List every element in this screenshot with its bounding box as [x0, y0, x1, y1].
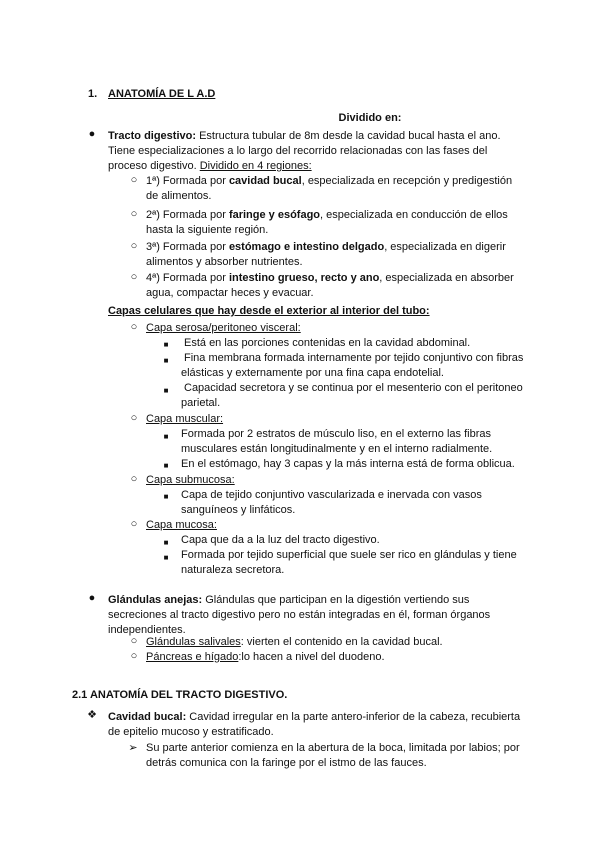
tracto-line-3 [108, 159, 312, 174]
circle-bullet-icon: ○ [130, 650, 138, 662]
region-text: , especializada en digerir [384, 241, 506, 253]
circle-bullet-icon: ○ [130, 518, 138, 530]
region-bold: intestino grueso, recto y ano [228, 272, 380, 284]
cavidad-text-2: de epitelio mucoso y estratificado. [108, 726, 274, 738]
cavidad-text-1: Cavidad irregular en la parte antero-inferior de la cabeza, recubierta [186, 711, 521, 723]
glandulas-text-3: independientes. [108, 624, 186, 636]
region-4-line-2: agua, compactar heces y evacuar. [146, 287, 314, 299]
salivales-label: Glándulas salivales [146, 636, 241, 648]
region-text: 1ª) Formada por [146, 175, 229, 187]
heading-2: 2.1 ANATOMÍA DEL TRACTO DIGESTIVO. [72, 689, 288, 701]
region-text: , especializada en absorber [379, 272, 514, 284]
mucosa-item-1: Capa que da a la luz del tracto digestivo. [181, 534, 380, 546]
tracto-text-1: Estructura tubular de 8m desde la cavidad bucal hasta el ano. [196, 130, 501, 142]
circle-bullet-icon: ○ [130, 635, 138, 647]
cavidad-sub-1: Su parte anterior comienza en la abertura de la boca, limitada por labios; por [146, 742, 520, 754]
circle-bullet-icon: ○ [130, 412, 138, 424]
salivales-line [146, 635, 443, 650]
region-2-line-2: hasta la siguiente región. [146, 224, 269, 236]
submucosa-label: Capa submucosa: [146, 474, 235, 486]
region-bold: estómago e intestino delgado [228, 241, 385, 253]
submucosa-item-1b: sanguíneos y linfáticos. [181, 504, 296, 516]
region-3-line-2: alimentos y absorber nutrientes. [146, 256, 303, 268]
region-text: 4ª) Formada por [146, 272, 229, 284]
region-1 [146, 174, 512, 189]
glandulas-label: Glándulas anejas: [108, 594, 203, 606]
square-bullet-icon: ■ [163, 553, 169, 562]
circle-bullet-icon: ○ [130, 240, 138, 252]
serosa-item-1: Está en las porciones contenidas en la cavidad abdominal. [184, 337, 471, 349]
region-text: , especializada en conducción de ellos [320, 209, 508, 221]
salivales-text: : vierten el contenido en la cavidad bucal. [240, 636, 443, 648]
serosa-item-3: Capacidad secretora y se continua por el mesenterio con el peritoneo [184, 382, 523, 394]
circle-bullet-icon: ○ [130, 174, 138, 186]
glandulas-text-2: secreciones al tracto digestivo pero no están integradas en él, forman órganos [108, 609, 491, 621]
serosa-item-2b: elásticas y externamente por una fina capa endotelial. [181, 367, 444, 379]
mucosa-item-2b: naturaleza secretora. [181, 564, 285, 576]
muscular-item-1b: musculares están longitudinalmente y en el interno radialmente. [181, 443, 493, 455]
region-text: , especializada en recepción y predigestión [301, 175, 513, 187]
glandulas-text-1: Glándulas que participan en la digestión vertiendo sus [202, 594, 470, 606]
pancreas-text: :lo hacen a nivel del duodeno. [238, 651, 385, 663]
square-bullet-icon: ■ [163, 492, 169, 501]
region-text: 3ª) Formada por [146, 241, 229, 253]
mucosa-item-2: Formada por tejido superficial que suele ser rico en glándulas y tiene [181, 549, 517, 561]
muscular-item-2: En el estómago, hay 3 capas y la más interna está de forma oblicua. [181, 458, 515, 470]
tracto-regions-intro: Dividido en 4 regiones: [199, 160, 312, 172]
serosa-item-2: Fina membrana formada internamente por tejido conjuntivo con fibras [184, 352, 524, 364]
tracto-label: Tracto digestivo: [108, 130, 197, 142]
mucosa-label: Capa mucosa: [146, 519, 217, 531]
circle-bullet-icon: ○ [130, 321, 138, 333]
serosa-item-3b: parietal. [181, 397, 221, 409]
heading-number: 1. [88, 88, 98, 100]
diamond-bullet-icon: ❖ [87, 709, 97, 721]
square-bullet-icon: ■ [163, 386, 169, 395]
circle-bullet-icon: ○ [130, 473, 138, 485]
region-bold: cavidad bucal [228, 175, 302, 187]
disc-bullet-icon: ● [88, 592, 96, 604]
region-bold: faringe y esófago [228, 209, 321, 221]
square-bullet-icon: ■ [163, 461, 169, 470]
arrow-bullet-icon: ➢ [128, 742, 138, 754]
pancreas-line [146, 650, 385, 665]
region-2 [146, 208, 508, 223]
glandulas-line-1 [108, 593, 469, 608]
cavidad-label: Cavidad bucal: [108, 711, 187, 723]
cavidad-line-1 [108, 710, 520, 725]
circle-bullet-icon: ○ [130, 208, 138, 220]
pancreas-label: Páncreas e hígado [146, 651, 239, 663]
muscular-item-1: Formada por 2 estratos de músculo liso, en el externo las fibras [181, 428, 491, 440]
region-4 [146, 271, 514, 286]
tracto-text-2: Tiene especializaciones a lo largo del recorrido relacionadas con las fases del [108, 145, 488, 157]
circle-bullet-icon: ○ [130, 271, 138, 283]
square-bullet-icon: ■ [163, 432, 169, 441]
subtitle: Dividido en: [338, 112, 402, 124]
submucosa-item-1: Capa de tejido conjuntivo vascularizada e inervada con vasos [181, 489, 482, 501]
square-bullet-icon: ■ [163, 340, 169, 349]
cavidad-sub-2: detrás comunica con la faringe por el istmo de las fauces. [146, 757, 427, 769]
serosa-label: Capa serosa/peritoneo visceral: [146, 322, 301, 334]
muscular-label: Capa muscular: [146, 413, 224, 425]
disc-bullet-icon: ● [88, 128, 96, 140]
square-bullet-icon: ■ [163, 356, 169, 365]
square-bullet-icon: ■ [163, 538, 169, 547]
region-text: 2ª) Formada por [146, 209, 229, 221]
tracto-text-3: proceso digestivo. [108, 160, 200, 172]
capas-title: Capas celulares que hay desde el exterior al interior del tubo: [108, 305, 430, 317]
tracto-line-1 [108, 129, 501, 144]
region-3 [146, 240, 506, 255]
heading-title: ANATOMÍA DE L A.D [108, 88, 216, 100]
region-1-line-2: de alimentos. [146, 190, 212, 202]
